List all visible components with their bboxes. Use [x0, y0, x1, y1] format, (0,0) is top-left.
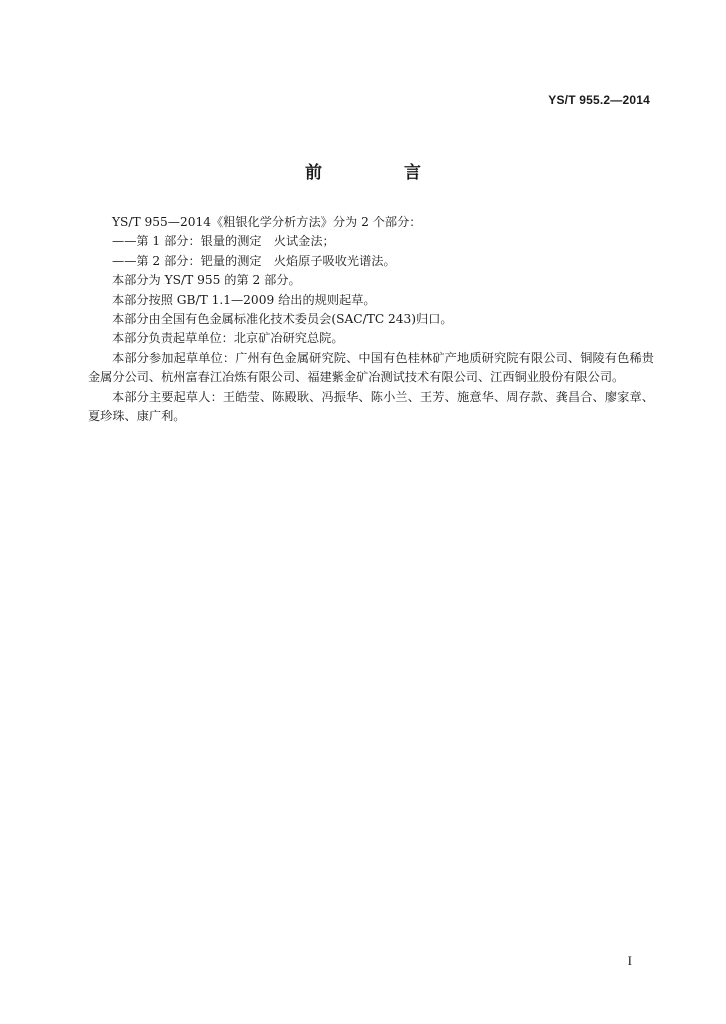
list-item-part-1: ——第 1 部分：银量的测定 火试金法；: [112, 234, 335, 249]
foreword-body: [88, 213, 654, 426]
paragraph-technical-committee: 本部分由全国有色金属标准化技术委员会(SAC/TC 243)归口。: [112, 312, 453, 327]
paragraph-this-part: 本部分为 YS/T 955 的第 2 部分。: [112, 273, 301, 288]
paragraph-participating-units: 本部分参加起草单位：广州有色金属研究院、中国有色桂林矿产地质研究院有限公司、铜陵有色稀贵金属分公司、杭州富春江冶炼有限公司、福建紫金矿冶测试技术有限公司、江西铜业股份有限公司。: [88, 350, 654, 385]
paragraph-drafting-rules: 本部分按照 GB/T 1.1—2009 给出的规则起草。: [112, 292, 376, 307]
page-title: 前 言: [305, 163, 459, 183]
page-number: I: [627, 953, 632, 968]
standard-number: YS/T 955.2—2014: [548, 93, 650, 107]
paragraph-responsible-unit: 本部分负责起草单位：北京矿冶研究总院。: [112, 331, 344, 346]
list-item-part-2: ——第 2 部分：钯量的测定 火焰原子吸收光谱法。: [112, 253, 396, 268]
paragraph-parts: YS/T 955—2014《粗银化学分析方法》分为 2 个部分：: [112, 215, 422, 229]
paragraph-main-drafters: 本部分主要起草人：王皓莹、陈殿耿、冯振华、陈小兰、王芳、施意华、周存款、龚昌合、廖家章、夏珍珠、康广利。: [88, 389, 654, 424]
